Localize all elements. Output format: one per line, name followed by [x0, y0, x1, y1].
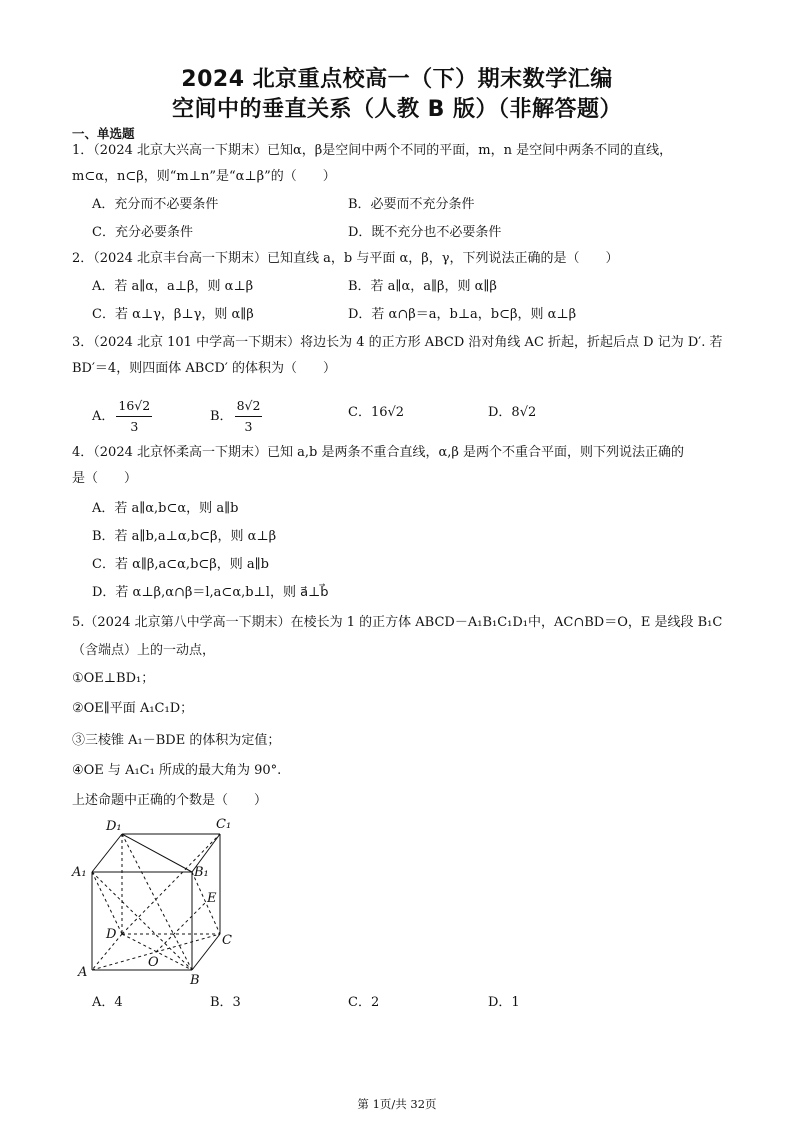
q2-option-a: A．若 a∥α，a⊥β，则 α⊥β: [92, 279, 254, 294]
q3-option-a-label: A．: [92, 409, 115, 424]
label-c: C: [222, 933, 232, 948]
q5-option-b: B．3: [210, 995, 241, 1010]
q1-option-d: D．既不充分也不必要条件: [348, 225, 502, 240]
q2-option-b: B．若 a∥α，a∥β，则 α∥β: [348, 279, 497, 294]
segment-a1-b: [92, 872, 192, 970]
label-o: O: [148, 955, 159, 970]
q3-option-c: C．16√2: [348, 405, 405, 420]
segment-d-c1: [122, 834, 220, 934]
q5-stem-line2: （含端点）上的一动点，: [72, 643, 216, 658]
label-b1: B₁: [194, 865, 209, 880]
q3-option-b-fraction: [235, 396, 263, 437]
q2-stem: 2．（2024 北京丰台高一下期末）已知直线 a，b 与平面 α，β，γ，下列说法正确的是（ ）: [72, 251, 619, 266]
q3-stem-line2: BD′＝4，则四面体 ABCD′ 的体积为（ ）: [72, 361, 336, 376]
q2-option-c: C．若 α⊥γ，β⊥γ，则 α∥β: [92, 307, 254, 322]
q2-option-d: D．若 α∩β＝a，b⊥a，b⊂β，则 α⊥β: [348, 307, 577, 322]
q5-option-c: C．2: [348, 995, 380, 1010]
q5-stem-line1: 5.（2024 北京第八中学高一下期末）在棱长为 1 的正方体 ABCD－A₁B₁C₁D₁中，AC∩BD＝O，E 是线段 B₁C: [72, 615, 723, 630]
segment-b-d1: [122, 834, 192, 970]
label-a: A: [78, 965, 88, 980]
page-title: 2024 北京重点校高一（下）期末数学汇编: [181, 67, 613, 92]
q3-option-b: [210, 396, 264, 437]
label-d1: D₁: [106, 819, 122, 834]
q3-option-a-numerator: 16√2: [116, 396, 152, 417]
q1-stem-line1: 1．（2024 北京大兴高一下期末）已知α，β是空间中两个不同的平面，m，n 是空间中两条不同的直线，: [72, 143, 673, 158]
q3-option-a-fraction: [116, 396, 152, 437]
q5-option-d: D．1: [488, 995, 520, 1010]
q4-option-d: D．若 α⊥β,α∩β＝l,a⊂α,b⊥l，则 a⃗⊥b⃗: [92, 585, 329, 600]
q5-statement-1: ①OE⊥BD₁；: [72, 671, 155, 686]
q5-statement-2: ②OE∥平面 A₁C₁D；: [72, 701, 194, 716]
q3-option-a: [92, 396, 154, 437]
q4-stem-line2: 是（ ）: [72, 471, 138, 486]
q3-option-b-label: B．: [210, 409, 233, 424]
q4-stem-line1: 4．（2024 北京怀柔高一下期末）已知 a,b 是两条不重合直线，α,β 是两个不重合平面，则下列说法正确的: [72, 445, 685, 460]
label-b: B: [190, 973, 200, 988]
segment-a1-d: [92, 872, 122, 934]
q5-question: 上述命题中正确的个数是（ ）: [72, 793, 268, 808]
q5-statement-3: ③三棱锥 A₁－BDE 的体积为定值；: [72, 733, 281, 748]
q4-option-a: A．若 a∥α,b⊂α，则 a∥b: [92, 501, 239, 516]
q3-option-d: D．8√2: [488, 405, 537, 420]
q4-option-b: B．若 a∥b,a⊥α,b⊂β，则 α⊥β: [92, 529, 277, 544]
cube-figure: [70, 812, 250, 988]
section-heading: 一、单选题: [72, 126, 135, 141]
page-subtitle: 空间中的垂直关系（人教 B 版）（非解答题）: [171, 97, 623, 122]
q1-option-c: C．充分必要条件: [92, 225, 193, 240]
page-footer: 第 1页/共 32页: [357, 1097, 437, 1111]
q1-stem-line2: m⊂α，n⊂β，则“m⊥n”是“α⊥β”的（ ）: [72, 169, 336, 184]
label-e: E: [207, 891, 217, 906]
q3-stem-line1: 3．（2024 北京 101 中学高一下期末）将边长为 4 的正方形 ABCD 沿对角线 AC 折起，折起后点 D 记为 D′. 若: [72, 335, 723, 350]
label-d: D: [106, 927, 117, 942]
q5-statement-4: ④OE 与 A₁C₁ 所成的最大角为 90°.: [72, 763, 282, 778]
q3-option-b-denominator: 3: [244, 419, 253, 434]
edge-a1-d1: [92, 834, 122, 872]
segment-d1-b1: [122, 834, 192, 872]
label-c1: C₁: [216, 817, 232, 832]
q3-option-a-denominator: 3: [130, 419, 139, 434]
q1-option-a: A．充分而不必要条件: [92, 197, 219, 212]
q3-option-b-numerator: 8√2: [235, 396, 263, 417]
q5-option-a: A．4: [92, 995, 123, 1010]
label-a1: A₁: [72, 865, 87, 880]
q1-option-b: B．必要而不充分条件: [348, 197, 475, 212]
q4-option-c: C．若 α∥β,a⊂α,b⊂β，则 a∥b: [92, 557, 270, 572]
edge-c-b: [192, 934, 220, 970]
